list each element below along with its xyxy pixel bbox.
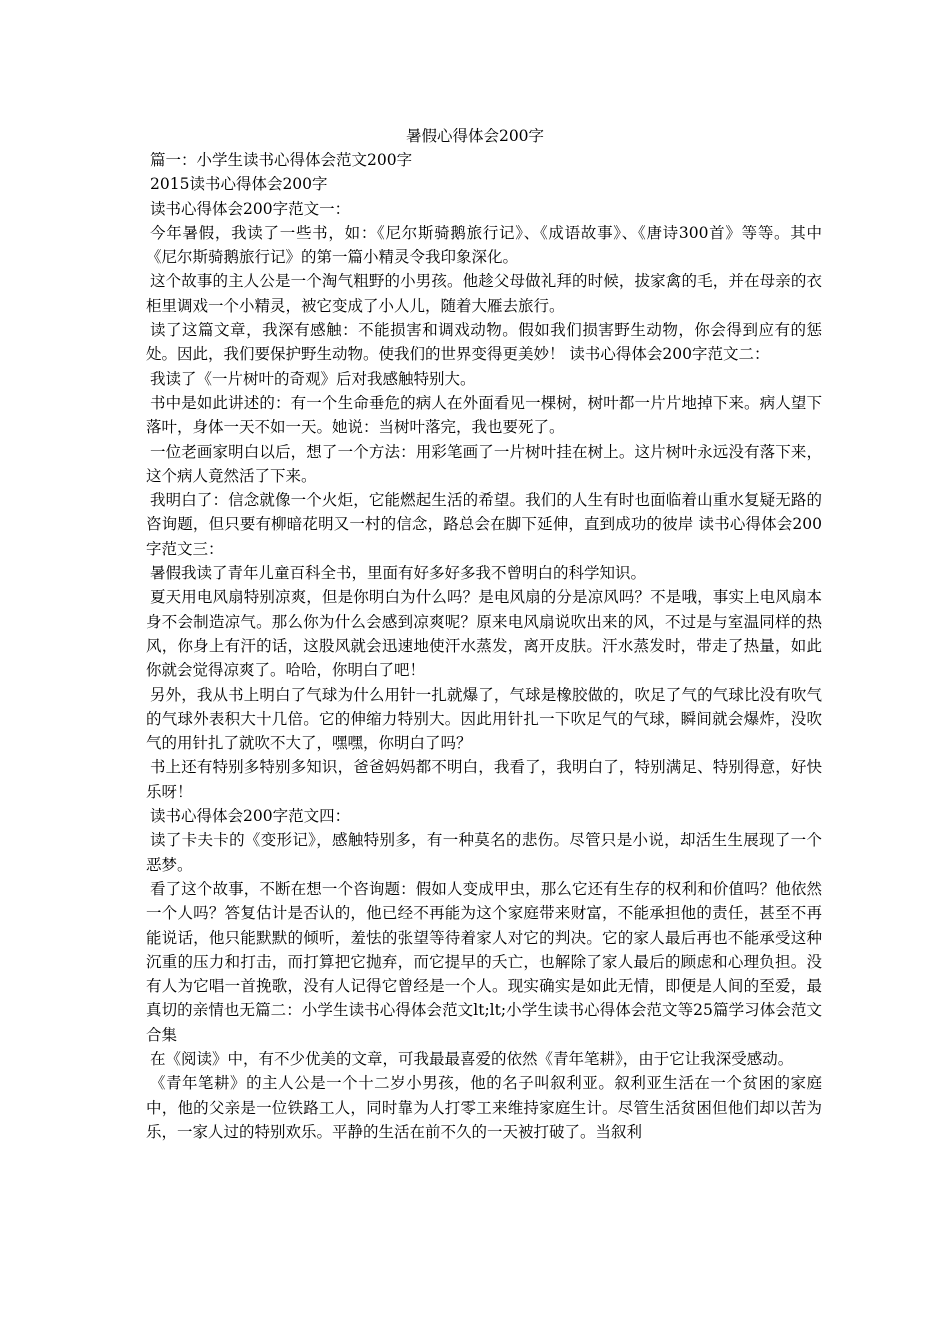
paragraph: 另外，我从书上明白了气球为什么用针一扎就爆了，气球是橡胶做的，吹足了气的气球比没有吹气的气球外表积大十几倍。它的伸缩力特别大。因此用针扎一下吹足气的气球，瞬间就会爆炸，没吹气的用针扎了就吹不大了，嘿嘿，你明白了吗？ (146, 685, 822, 753)
paragraph: 今年暑假，我读了一些书，如：《尼尔斯骑鹅旅行记》、《成语故事》、《唐诗300首》等等。其中《尼尔斯骑鹅旅行记》的第一篇小精灵令我印象深化。 (146, 223, 822, 267)
document-title: 暑假心得体会200字 (405, 127, 545, 145)
paragraph: 书上还有特别多特别多知识，爸爸妈妈都不明白，我看了，我明白了，特别满足、特别得意，好快乐呀！ (146, 758, 822, 801)
paragraph: 读书心得体会200字范文一： (150, 199, 351, 218)
paragraph: 在《阅读》中，有不少优美的文章，可我最最喜爱的依然《青年笔耕》，由于它让我深受感动。 (150, 1049, 794, 1068)
paragraph: 《青年笔耕》的主人公是一个十二岁小男孩，他的名子叫叙利亚。叙利亚生活在一个贫困的家庭中，他的父亲是一位铁路工人，同时靠为人打零工来维持家庭生计。尽管生活贫困但他们却以苦为乐，一家人过的特别欢乐。平静的生活在前不久的一天被打破了。当叙利 (146, 1074, 822, 1141)
paragraph: 读书心得体会200字范文四： (150, 807, 351, 826)
document-body (146, 148, 822, 1144)
paragraph: 夏天用电风扇特别凉爽，但是你明白为什么吗？是电风扇的分是凉风吗？不是哦，事实上电风扇本身不会制造凉气。那么你为什么会感到凉爽呢？原来电风扇说吹出来的风，不过是与室温同样的热风，你身上有汗的话，这股风就会迅速地使汗水蒸发，离开皮肤。汗水蒸发时，带走了热量，如此你就会觉得凉爽了。哈哈，你明白了吧！ (146, 588, 822, 680)
paragraph: 书中是如此讲述的：有一个生命垂危的病人在外面看见一棵树，树叶都一片片地掉下来。病人望下落叶，身体一天不如一天。她说：当树叶落完，我也要死了。 (146, 393, 822, 437)
paragraph: 读了这篇文章，我深有感触：不能损害和调戏动物。假如我们损害野生动物，你会得到应有的惩处。因此，我们要保护野生动物。使我们的世界变得更美妙！ 读书心得体会200字范文二： (146, 321, 822, 364)
paragraph: 篇一：小学生读书心得体会范文200字 (150, 151, 413, 169)
paragraph: 看了这个故事，不断在想一个咨询题：假如人变成甲虫，那么它还有生存的权利和价值吗？他依然一个人吗？答复估计是否认的，他已经不再能为这个家庭带来财富，不能承担他的责任，甚至不再能说话，他只能默默的倾听，羞怯的张望等待着家人对它的判决。它的家人最后再也不能承受这种沉重的压力和打击，而打算把它抛弃，而它提早的夭亡，也解除了家人最后的顾虑和心理负担。没有人为它唱一首挽歌，没有人记得它曾经是一个人。现实确实是如此无情，即便是人间的至爱，最真切的亲情也无篇二：小学生读书心得体会范文lt;lt;小学生读书心得体会范文等25篇学习体会范文合集 (146, 879, 822, 1044)
paragraph: 这个故事的主人公是一个淘气粗野的小男孩。他趁父母做礼拜的时候，拔家禽的毛，并在母亲的衣柜里调戏一个小精灵，被它变成了小人儿，随着大雁去旅行。 (146, 272, 822, 315)
paragraph: 2015读书心得体会200字 (150, 175, 328, 194)
paragraph: 我读了《一片树叶的奇观》后对我感触特别大。 (150, 369, 476, 388)
paragraph: 读了卡夫卡的《变形记》，感触特别多，有一种莫名的悲伤。尽管只是小说，却活生生展现了一个恶梦。 (146, 831, 822, 874)
paragraph: 我明白了：信念就像一个火炬，它能燃起生活的希望。我们的人生有时也面临着山重水复疑无路的咨询题，但只要有柳暗花明又一村的信念，路总会在脚下延伸，直到成功的彼岸 读书心得体会200字范文三： (146, 491, 822, 558)
paragraph: 一位老画家明白以后，想了一个方法：用彩笔画了一片树叶挂在树上。这片树叶永远没有落下来，这个病人竟然活了下来。 (146, 442, 822, 485)
paragraph: 暑假我读了青年儿童百科全书，里面有好多好多我不曾明白的科学知识。 (150, 564, 647, 583)
